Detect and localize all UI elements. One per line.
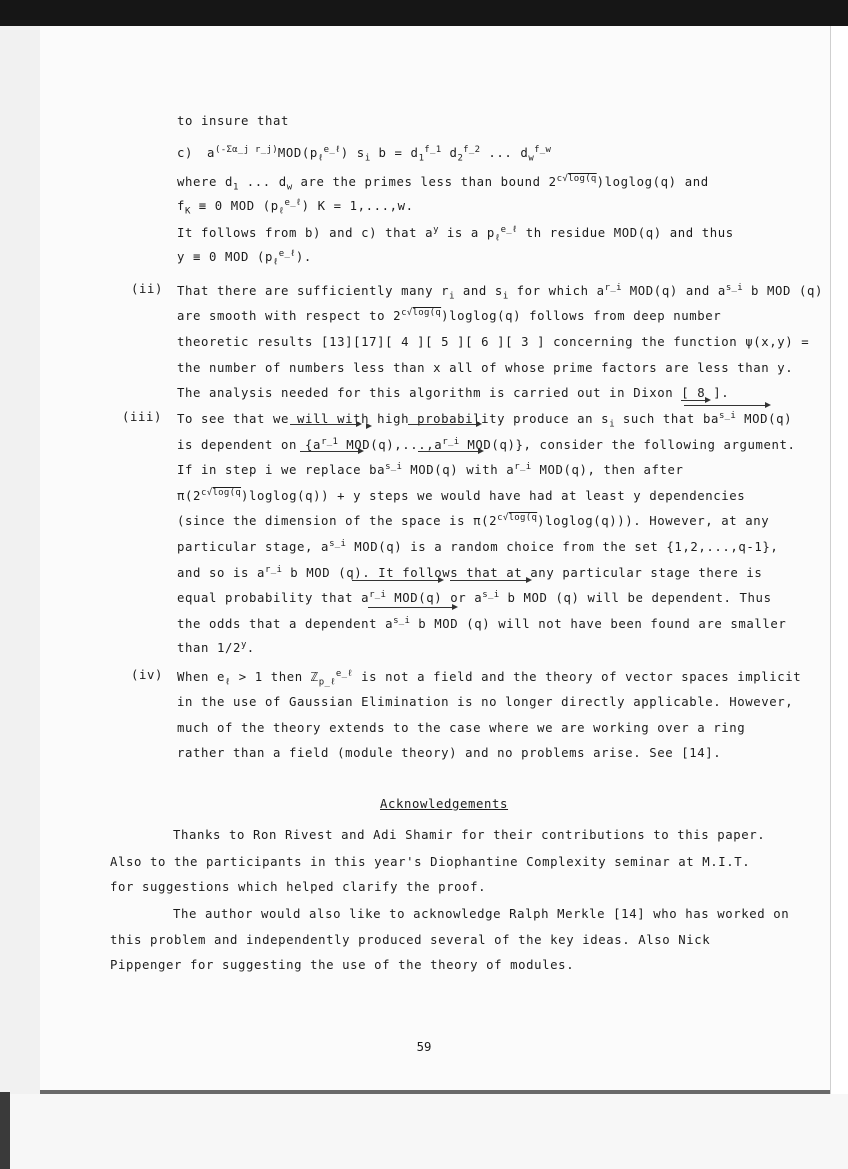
arrow-mark [352,580,442,581]
arrow-mark [681,400,709,401]
arrow-mark [450,580,530,581]
item-label: (ii) [131,282,164,296]
text-line: The author would also like to acknowledge Ralph Merkle [14] who has worked on [173,907,790,921]
text-line: (since the dimension of the space is $\pi(2^{c√log(q})loglog(q)$)). However, at any [177,512,770,528]
arrow-mark [368,607,456,608]
scanner-left-margin [0,26,40,1169]
text-line: are smooth with respect to $2^{c√log(q})loglog(q)$ follows from deep number [177,307,722,323]
arrow-mark [408,424,480,425]
text-line: $f_K \equiv 0$ MOD $(p_\ell^{e\_\ell}) K = 1,...,w$. [177,197,414,217]
arrow-mark [290,424,360,425]
text-line: equal probability that $a^{r\_i}$ MOD(q) or $a^{s\_i}$ b MOD (q) will be dependent. Thus [177,589,772,605]
text-line: Also to the participants in this year's Diophantine Complexity seminar at M.I.T. [110,855,751,869]
text-line: theoretic results [13][17][ 4 ][ 5 ][ 6 ][ 3 ] concerning the function ψ(x,y) = [177,335,810,349]
text-line: Pippenger for suggesting the use of the theory of modules. [110,958,575,972]
text-line: the odds that a dependent $a^{s\_i}$ b MOD (q) will not have been found are smaller [177,615,787,631]
scanner-top-border [0,0,848,26]
scanner-corner [0,1092,10,1169]
text-line: is dependent on {$a^{r\_1}$ $MOD(q),...,a^{r\_i}$ MOD(q)}, consider the following argument. [177,436,796,452]
text-line: for suggestions which helped clarify the proof. [110,880,487,894]
item-label: (iii) [122,410,163,424]
text-line: where $d_1$ ... $d_w$ are the primes less than bound $2^{c√log(q})loglog(q)$ and [177,173,709,193]
text-line: this problem and independently produced several of the key ideas. Also Nick [110,933,711,947]
text-line: Thanks to Ron Rivest and Adi Shamir for their contributions to this paper. [173,828,766,842]
text-line: y ≡ 0 MOD $(p_\ell^{e\_\ell})$. [177,248,312,268]
text-line: $\pi(2^{c√log(q})loglog(q)) + y$ steps we would have had at least y dependencies [177,487,746,503]
text-line: particular stage, $a^{s\_i}$ MOD(q) is a random choice from the set {1,2,...,q-1}, [177,538,779,554]
page-number: 59 [416,1040,432,1054]
section-heading: Acknowledgements [380,797,509,811]
equation-c: $a^{(-\Sigma\alpha\_j r\_j)}MOD(p_\ell^{e\_\ell})$ $s_i$ $b = d_1^{f\_1}$ $d_2^{f\_2}$ ... $d_w^{f\_w}$ [207,144,552,164]
text-line: When $e_\ell > 1$ then ℤ$_{p\_\ell}^{e\_\ell}$ is not a field and the theory of vector spaces implicit [177,668,802,688]
arrow-spacer [300,426,370,427]
arrow-mark [418,451,482,452]
text-line: That there are sufficiently many $r_i$ and $s_i$ for which $a^{r\_i}$ MOD(q) and $a^{s\_i}$ b MOD (q) [177,282,824,302]
text-line: If in step i we replace $ba^{s\_i}$ MOD(q) with $a^{r\_i}$ MOD(q), then after [177,461,684,477]
text-line: than 1/2$^y$. [177,639,255,655]
text-line: to insure that [177,114,290,128]
scanner-bed [0,1094,848,1169]
item-label: c) [177,146,194,160]
text-line: in the use of Gaussian Elimination is no longer directly applicable. However, [177,695,794,709]
text-line: The analysis needed for this algorithm is carried out in Dixon [ 8 ]. [177,386,730,400]
text-line: To see that we will with high probability produce an $s_i$ such that $ba^{s\_i}$ MOD(q) [177,410,793,430]
arrow-mark [300,451,362,452]
arrow-mark [684,405,769,406]
text-line: much of the theory extends to the case where we are working over a ring [177,721,746,735]
text-line: and so is $a^{r\_i}$ b MOD (q). It follows that at any particular stage there is [177,564,763,580]
text-line: rather than a field (module theory) and no problems arise. See [14]. [177,746,722,760]
text-line: the number of numbers less than x all of whose prime factors are less than y. [177,361,794,375]
item-label: (iv) [131,668,164,682]
text-line: It follows from b) and c) that $a^y$ is a $p_\ell^{e\_\ell}$ th residue MOD(q) and thus [177,224,734,244]
